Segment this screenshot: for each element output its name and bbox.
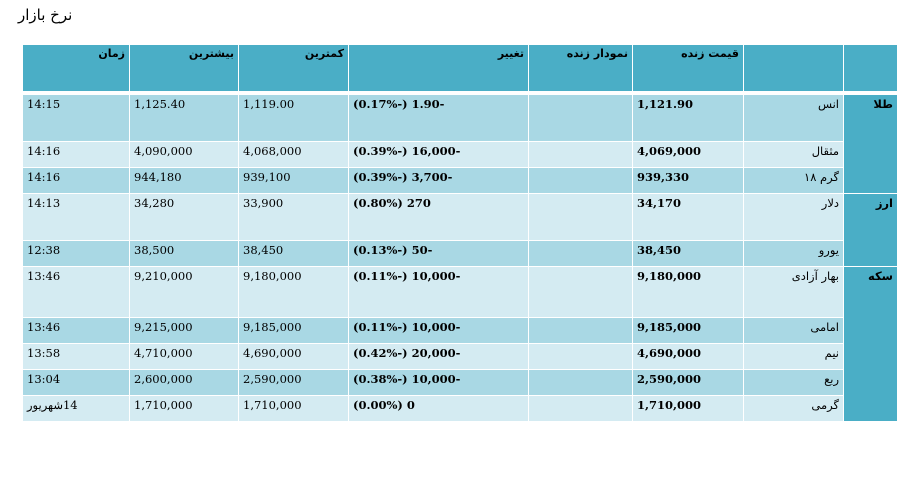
low-price: 9,180,000	[239, 267, 349, 318]
header-name	[744, 45, 844, 92]
table-row	[23, 95, 898, 142]
low-price: 4,690,000	[239, 344, 349, 370]
live-price: 1,710,000	[633, 396, 744, 422]
header-live-price: قیمت زنده	[633, 45, 744, 92]
update-time: 13:04	[23, 370, 130, 396]
live-chart-cell	[529, 318, 633, 344]
update-time: 14:16	[23, 168, 130, 194]
table-row	[23, 370, 898, 396]
price-change: -10,000 (-0.11%)	[349, 267, 529, 318]
price-change: 0 (0.00%)	[349, 396, 529, 422]
header-low: کمترین	[239, 45, 349, 92]
high-price: 1,125.40	[130, 95, 239, 142]
low-price: 1,119.00	[239, 95, 349, 142]
live-chart-cell	[529, 267, 633, 318]
header-live-chart: نمودار زنده	[529, 45, 633, 92]
item-name: مثقال	[744, 142, 844, 168]
low-price: 939,100	[239, 168, 349, 194]
price-change: -10,000 (-0.38%)	[349, 370, 529, 396]
category-coin: سکه	[844, 267, 898, 422]
live-price: 1,121.90	[633, 95, 744, 142]
low-price: 2,590,000	[239, 370, 349, 396]
item-name: دلار	[744, 194, 844, 241]
high-price: 2,600,000	[130, 370, 239, 396]
live-chart-cell	[529, 95, 633, 142]
item-name: گرم ۱۸	[744, 168, 844, 194]
live-chart-cell	[529, 370, 633, 396]
category-currency: ارز	[844, 194, 898, 267]
live-price: 4,690,000	[633, 344, 744, 370]
item-name: یورو	[744, 241, 844, 267]
low-price: 33,900	[239, 194, 349, 241]
table-row	[23, 267, 898, 318]
price-change: -1.90 (-0.17%)	[349, 95, 529, 142]
live-chart-cell	[529, 396, 633, 422]
update-time: 13:46	[23, 318, 130, 344]
price-change: -50 (-0.13%)	[349, 241, 529, 267]
low-price: 4,068,000	[239, 142, 349, 168]
live-price: 9,180,000	[633, 267, 744, 318]
high-price: 4,090,000	[130, 142, 239, 168]
price-change: 270 (0.80%)	[349, 194, 529, 241]
price-change: -20,000 (-0.42%)	[349, 344, 529, 370]
update-time: 14:16	[23, 142, 130, 168]
high-price: 9,215,000	[130, 318, 239, 344]
live-price: 34,170	[633, 194, 744, 241]
live-chart-cell	[529, 168, 633, 194]
live-price: 4,069,000	[633, 142, 744, 168]
category-gold: طلا	[844, 95, 898, 194]
high-price: 38,500	[130, 241, 239, 267]
price-change: -10,000 (-0.11%)	[349, 318, 529, 344]
live-price: 939,330	[633, 168, 744, 194]
high-price: 4,710,000	[130, 344, 239, 370]
table-header-row	[23, 45, 898, 92]
table-row	[23, 142, 898, 168]
price-change: -16,000 (-0.39%)	[349, 142, 529, 168]
live-price: 38,450	[633, 241, 744, 267]
item-name: نیم	[744, 344, 844, 370]
high-price: 34,280	[130, 194, 239, 241]
table-row	[23, 396, 898, 422]
low-price: 9,185,000	[239, 318, 349, 344]
update-time: 12:38	[23, 241, 130, 267]
header-category	[844, 45, 898, 92]
high-price: 1,710,000	[130, 396, 239, 422]
item-name: ربع	[744, 370, 844, 396]
live-price: 9,185,000	[633, 318, 744, 344]
table-row	[23, 344, 898, 370]
live-chart-cell	[529, 241, 633, 267]
update-time: 14:15	[23, 95, 130, 142]
table-row	[23, 241, 898, 267]
low-price: 38,450	[239, 241, 349, 267]
update-time: 13:46	[23, 267, 130, 318]
live-chart-cell	[529, 344, 633, 370]
update-time: 14شهریور	[23, 396, 130, 422]
table-row	[23, 318, 898, 344]
item-name: امامی	[744, 318, 844, 344]
item-name: گرمی	[744, 396, 844, 422]
live-chart-cell	[529, 142, 633, 168]
live-price: 2,590,000	[633, 370, 744, 396]
update-time: 14:13	[23, 194, 130, 241]
table-row	[23, 194, 898, 241]
high-price: 944,180	[130, 168, 239, 194]
table-row	[23, 168, 898, 194]
item-name: انس	[744, 95, 844, 142]
low-price: 1,710,000	[239, 396, 349, 422]
header-high: بیشترین	[130, 45, 239, 92]
high-price: 9,210,000	[130, 267, 239, 318]
market-rates-table	[22, 44, 898, 422]
price-change: -3,700 (-0.39%)	[349, 168, 529, 194]
update-time: 13:58	[23, 344, 130, 370]
page-title: نرخ بازار	[18, 6, 73, 24]
header-change: تغییر	[349, 45, 529, 92]
live-chart-cell	[529, 194, 633, 241]
item-name: بهار آزادی	[744, 267, 844, 318]
header-time: زمان	[23, 45, 130, 92]
